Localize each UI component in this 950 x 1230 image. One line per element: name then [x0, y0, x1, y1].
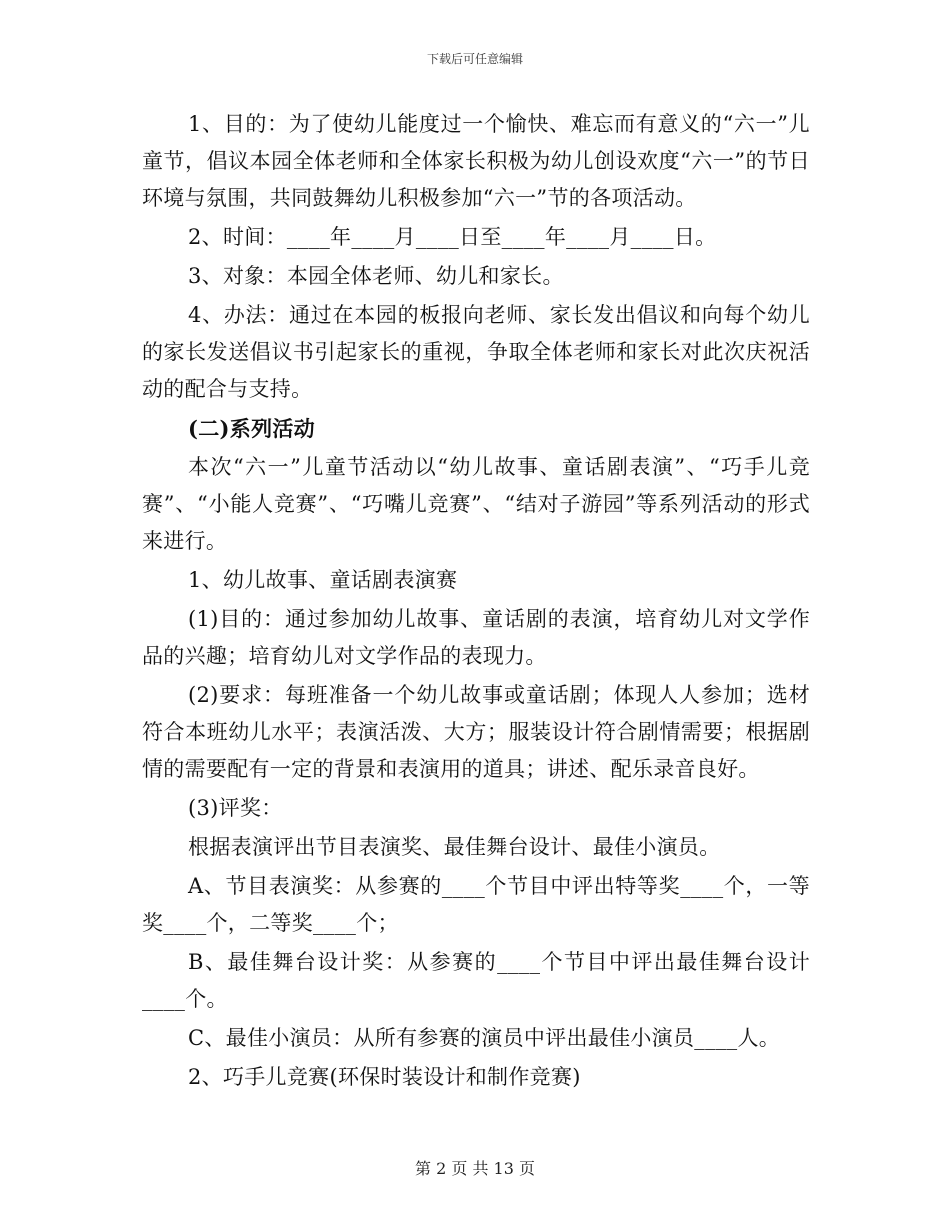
- paragraph-awards-intro: 根据表演评出节目表演奖、最佳舞台设计、最佳小演员。: [188, 835, 721, 859]
- header-note: 下载后可任意编辑: [426, 52, 523, 66]
- paragraph-activity-1-goal: (1)目的：通过参加幼儿故事、童话剧的表演，培育幼儿对文学作品的兴趣；培育幼儿对文学作品的表现力。: [142, 607, 810, 668]
- paragraph-activity-1: 1、幼儿故事、童话剧表演赛: [188, 568, 458, 592]
- paragraph-target: 3、对象：本园全体老师、幼儿和家长。: [188, 264, 564, 288]
- paragraph-activity-2: 2、巧手儿竞赛(环保时装设计和制作竞赛): [188, 1065, 581, 1089]
- paragraph-award-c: C、最佳小演员：从所有参赛的演员中评出最佳小演员____人。: [188, 1026, 781, 1050]
- paragraph-award-a: A、节目表演奖：从参赛的____个节目中评出特等奖____个，一等奖____个，二等奖____个；: [142, 874, 810, 935]
- paragraph-time: 2、时间：____年____月____日至____年____月____日。: [188, 225, 717, 249]
- paragraph-activity-1-awards: (3)评奖：: [188, 796, 283, 820]
- page-number: 第 2 页 共 13 页: [415, 1159, 535, 1178]
- paragraph-award-b: B、最佳舞台设计奖：从参赛的____个节目中评出最佳舞台设计____个。: [142, 950, 810, 1011]
- paragraph-goal: 1、目的：为了使幼儿能度过一个愉快、难忘而有意义的“六一”儿童节，倡议本园全体老师和全体家长积极为幼儿创设欢度“六一”的节日环境与氛围，共同鼓舞幼儿积极参加“六一”节的各项活动。: [142, 112, 810, 210]
- paragraph-activity-1-requirements: (2)要求：每班准备一个幼儿故事或童话剧；体现人人参加；选材符合本班幼儿水平；表演活泼、大方；服装设计符合剧情需要；根据剧情的需要配有一定的背景和表演用的道具；讲述、配乐录音良好。: [142, 683, 810, 781]
- document-body: [142, 106, 810, 1096]
- paragraph-intro: 本次“六一”儿童节活动以“幼儿故事、童话剧表演”、“巧手儿竞赛”、“小能人竞赛”、“巧嘴儿竞赛”、“结对子游园”等系列活动的形式来进行。: [142, 455, 810, 553]
- section-heading-series-activities: (二)系列活动: [188, 416, 315, 441]
- paragraph-method: 4、办法：通过在本园的板报向老师、家长发出倡议和向每个幼儿的家长发送倡议书引起家长的重视，争取全体老师和家长对此次庆祝活动的配合与支持。: [142, 303, 810, 401]
